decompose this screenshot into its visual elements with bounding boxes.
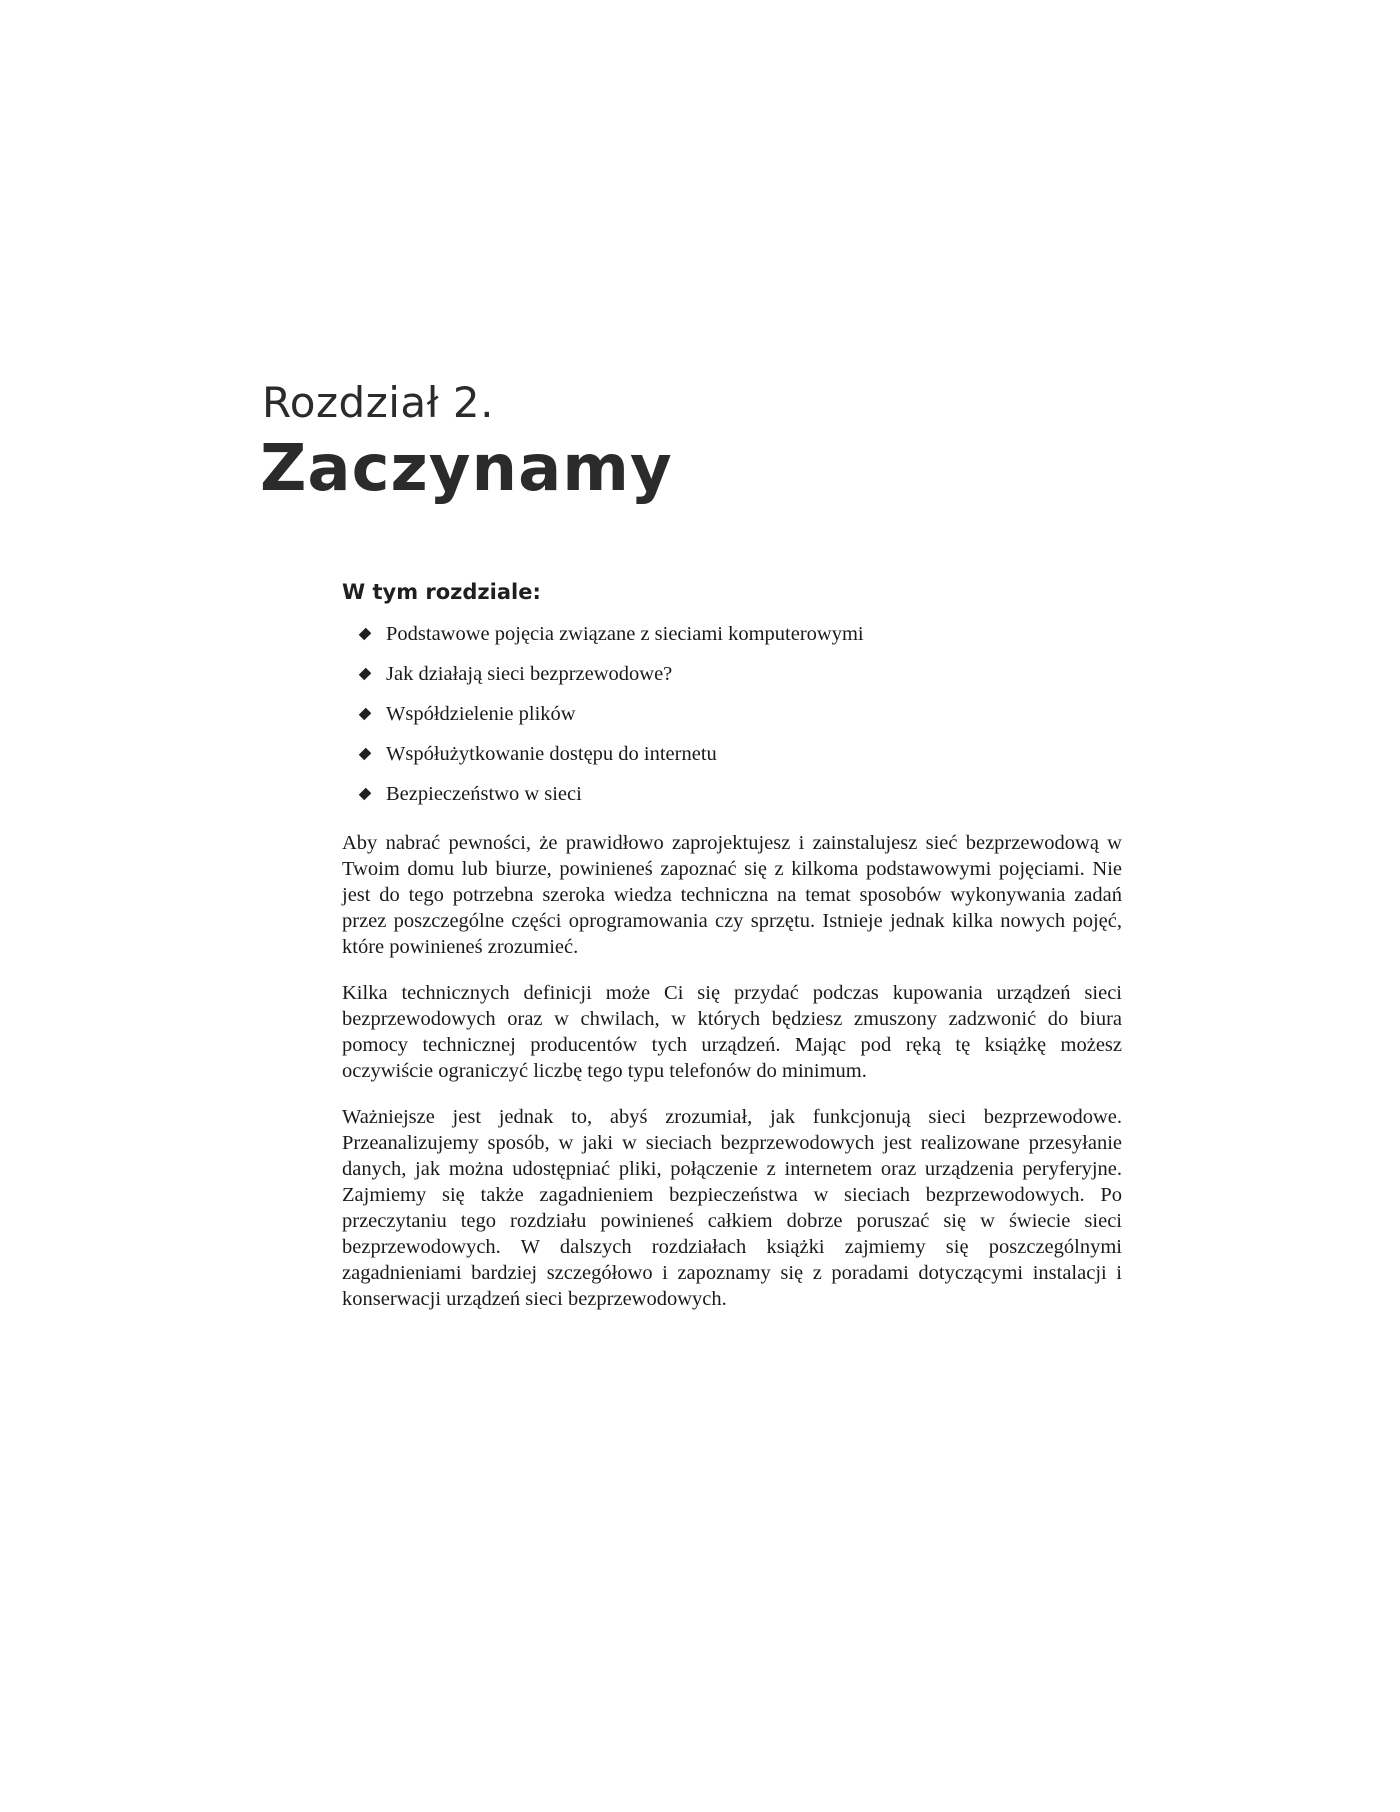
diamond-bullet-icon <box>359 628 372 641</box>
list-item-label: Bezpieczeństwo w sieci <box>386 783 582 805</box>
chapter-content <box>342 578 1122 1332</box>
list-item-label: Współużytkowanie dostępu do internetu <box>386 743 717 765</box>
list-item <box>360 780 1122 808</box>
diamond-bullet-icon <box>359 708 372 721</box>
diamond-bullet-icon <box>359 668 372 681</box>
list-item <box>360 660 1122 688</box>
list-item <box>360 740 1122 768</box>
body-paragraph: Kilka technicznych definicji może Ci się przydać podczas kupowania urządzeń sieci bezprzewodowych oraz w chwilach, w których będziesz zmuszony zadzwonić do biura pomocy technicznej producentów tych urządzeń. Mając pod ręką tę książkę możesz oczywiście ograniczyć liczbę tego typu telefonów do minimum. <box>342 982 1122 1082</box>
body-paragraph: Ważniejsze jest jednak to, abyś zrozumiał, jak funkcjonują sieci bezprzewodowe. Przeanalizujemy sposób, w jaki w sieciach bezprzewodowych jest realizowane przesyłanie danych, jak można udostępniać pliki, połączenie z internetem oraz urządzenia peryferyjne. Zajmiemy się także zagadnieniem bezpieczeństwa w sieciach bezprzewodowych. Po przeczytaniu tego rozdziału powinieneś całkiem dobrze poruszać się w świecie sieci bezprzewodowych. W dalszych rozdziałach książki zajmiemy się poszczególnymi zagadnieniami bardziej szczegółowo i zapoznamy się z poradami dotyczącymi instalacji i konserwacji urządzeń sieci bezprzewodowych. <box>342 1106 1122 1310</box>
list-item <box>360 620 1122 648</box>
list-item-label: Współdzielenie plików <box>386 703 576 725</box>
list-item-label: Podstawowe pojęcia związane z sieciami komputerowymi <box>386 623 864 645</box>
chapter-label: Rozdział 2. <box>262 378 495 427</box>
diamond-bullet-icon <box>359 748 372 761</box>
chapter-title: Zaczynamy <box>260 432 673 506</box>
list-item-label: Jak działają sieci bezprzewodowe? <box>386 663 673 685</box>
body-paragraph: Aby nabrać pewności, że prawidłowo zaprojektujesz i zainstalujesz sieć bezprzewodową w Twoim domu lub biurze, powinieneś zapoznać się z kilkoma podstawowymi pojęciami. Nie jest do tego potrzebna szeroka wiedza techniczna na temat sposobów wykonywania zadań przez poszczególne części oprogramowania czy sprzętu. Istnieje jednak kilka nowych pojęć, które powinieneś zrozumieć. <box>342 832 1122 958</box>
in-chapter-heading: W tym rozdziale: <box>342 580 541 604</box>
list-item <box>360 700 1122 728</box>
diamond-bullet-icon <box>359 788 372 801</box>
topics-list <box>342 620 1122 808</box>
